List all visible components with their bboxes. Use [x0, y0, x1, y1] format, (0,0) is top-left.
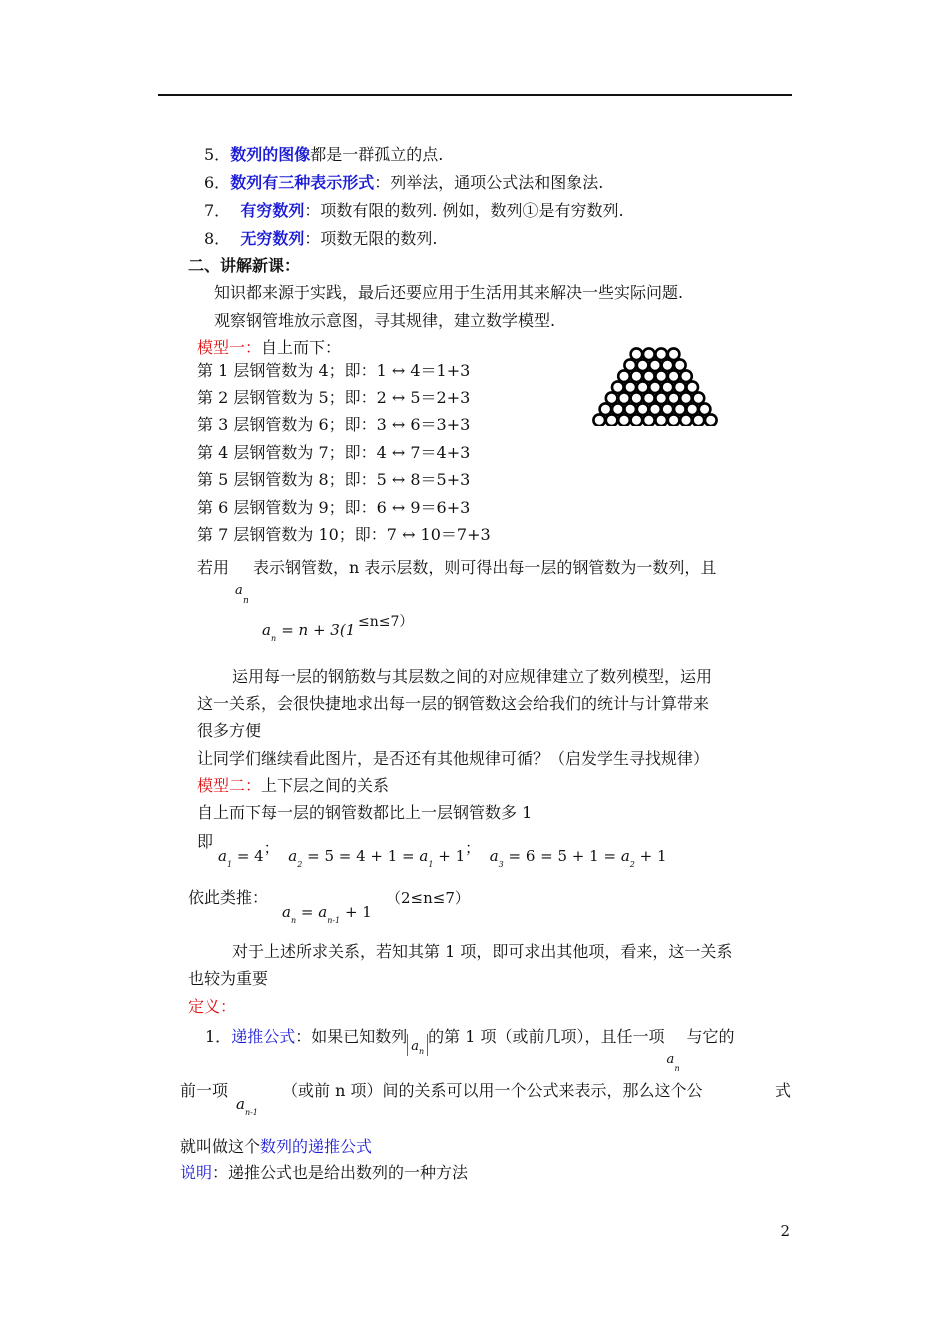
model2-heading: 模型二：上下层之间的关系 — [197, 776, 390, 795]
pipe — [668, 348, 680, 360]
pipe — [674, 359, 686, 371]
pipe — [637, 403, 649, 415]
pipe — [624, 359, 636, 371]
recurrence-formula: $a_n = a_{n-1} + 1$ — [282, 903, 372, 925]
pipe — [649, 403, 661, 415]
pipe — [624, 403, 636, 415]
paragraph-line: 这一关系，会很快捷地求出每一层的钢管数这会给我们的统计与计算带来 — [197, 694, 710, 713]
layer-line: 第 5 层钢管数为 8；即：5 ↔ 8＝5+3 — [197, 470, 471, 489]
paragraph-line: 也较为重要 — [188, 969, 269, 988]
definition-line: （或前 n 项）间的关系可以用一个公式来表示，那么这个公 — [282, 1081, 703, 1100]
pipe — [631, 348, 643, 360]
pipe — [600, 403, 612, 415]
model2-description: 自上而下每一层的钢管数都比上一层钢管数多 1 — [197, 803, 533, 822]
pipe — [686, 403, 698, 415]
recurrence-condition: （2≤n≤7） — [386, 889, 470, 907]
pipe — [705, 414, 717, 426]
pipe — [643, 392, 655, 404]
pipe — [618, 414, 630, 426]
pipe-stack-image — [590, 344, 720, 426]
header-rule — [158, 94, 792, 96]
section-title: 二、讲解新课： — [188, 256, 301, 275]
intro-line: 观察钢管堆放示意图，寻其规律，建立数学模型. — [214, 311, 556, 330]
pipe — [693, 392, 705, 404]
recurrence-examples: $a_1 = 4$； $a_2 = 5 = 4 + 1 = a_1 + 1$； $a_3 = 6 = 5 + 1 = a_2 + 1$ — [218, 839, 667, 869]
pipe — [649, 381, 661, 393]
pipe — [655, 348, 667, 360]
prev-term-symbol: $a_{n-1}$ — [236, 1095, 258, 1117]
pipe — [612, 403, 624, 415]
pipe — [662, 403, 674, 415]
pipe — [655, 370, 667, 382]
pipe — [680, 414, 692, 426]
pipe — [606, 392, 618, 404]
layer-line: 第 2 层钢管数为 5；即：2 ↔ 5＝2+3 — [197, 388, 471, 407]
list-item: 8． 无穷数列：项数无限的数列. — [204, 229, 438, 248]
layer-line: 第 7 层钢管数为 10；即：7 ↔ 10＝7+3 — [197, 525, 491, 544]
pipe — [618, 392, 630, 404]
pipe — [680, 392, 692, 404]
layer-line: 第 6 层钢管数为 9；即：6 ↔ 9＝6+3 — [197, 498, 471, 517]
paragraph-line: 让同学们继续看此图片，是否还有其他规律可循？（启发学生寻找规律） — [197, 749, 710, 768]
pipe — [624, 381, 636, 393]
pipe — [612, 381, 624, 393]
pipe — [637, 359, 649, 371]
pipe — [699, 403, 711, 415]
pipe — [668, 414, 680, 426]
pipe — [631, 392, 643, 404]
definition-line: 1．递推公式：如果已知数列$a_n$的第 1 项（或前几项），且任一项 a n 与它的 — [205, 1027, 735, 1073]
pipe — [668, 392, 680, 404]
pipe — [662, 381, 674, 393]
layer-line: 第 4 层钢管数为 7；即：4 ↔ 7＝4+3 — [197, 443, 471, 462]
pipe — [649, 359, 661, 371]
intro-line: 知识都来源于实践，最后还要应用于生活用其来解决一些实际问题. — [214, 283, 684, 302]
definition-line: 就叫做这个数列的递推公式 — [180, 1137, 373, 1156]
pipe — [668, 370, 680, 382]
layer-line: 第 1 层钢管数为 4；即：1 ↔ 4＝1+3 — [197, 361, 471, 380]
pipe — [631, 414, 643, 426]
pipe — [693, 414, 705, 426]
pipe — [637, 381, 649, 393]
pipe — [655, 392, 667, 404]
pipe — [662, 359, 674, 371]
definition-line: 前一项 — [180, 1081, 229, 1100]
pipe — [674, 403, 686, 415]
pipe — [674, 381, 686, 393]
pipe — [593, 414, 605, 426]
list-item: 5．数列的图像都是一群孤立的点. — [204, 145, 444, 164]
formula-condition: ≤n≤7） — [358, 614, 414, 630]
list-item: 7． 有穷数列：项数有限的数列. 例如，数列①是有穷数列. — [204, 201, 624, 220]
paragraph-line: 对于上述所求关系，若知其第 1 项，即可求出其他项，看来，这一关系 — [232, 942, 733, 961]
pipe — [680, 370, 692, 382]
yici-label: 依此类推： — [188, 888, 269, 907]
note-line: 说明：递推公式也是给出数列的一种方法 — [180, 1163, 469, 1182]
paragraph-line: 很多方便 — [197, 721, 262, 740]
list-item: 6．数列有三种表示形式：列举法，通项公式法和图象法. — [204, 173, 604, 192]
pipe — [643, 370, 655, 382]
definition-line: 式 — [775, 1081, 792, 1100]
pipe — [643, 348, 655, 360]
ji-label: 即 — [197, 832, 214, 851]
pipe — [606, 414, 618, 426]
pipe — [686, 381, 698, 393]
model1-heading: 模型一：自上而下： — [197, 338, 342, 357]
sequence-intro: 若用 a n 表示钢管数，n 表示层数，则可得出每一层的钢管数为一数列，且 — [197, 558, 717, 606]
pipe — [631, 370, 643, 382]
pipe — [655, 414, 667, 426]
definition-label: 定义： — [188, 997, 237, 1016]
page-number: 2 — [780, 1222, 790, 1240]
pipe — [618, 370, 630, 382]
layer-line: 第 3 层钢管数为 6；即：3 ↔ 6＝3+3 — [197, 415, 471, 434]
pipe — [643, 414, 655, 426]
paragraph-line: 运用每一层的钢筋数与其层数之间的对应规律建立了数列模型，运用 — [232, 667, 713, 686]
formula-general-term: $a_n = n + 3(1$ — [262, 621, 356, 643]
